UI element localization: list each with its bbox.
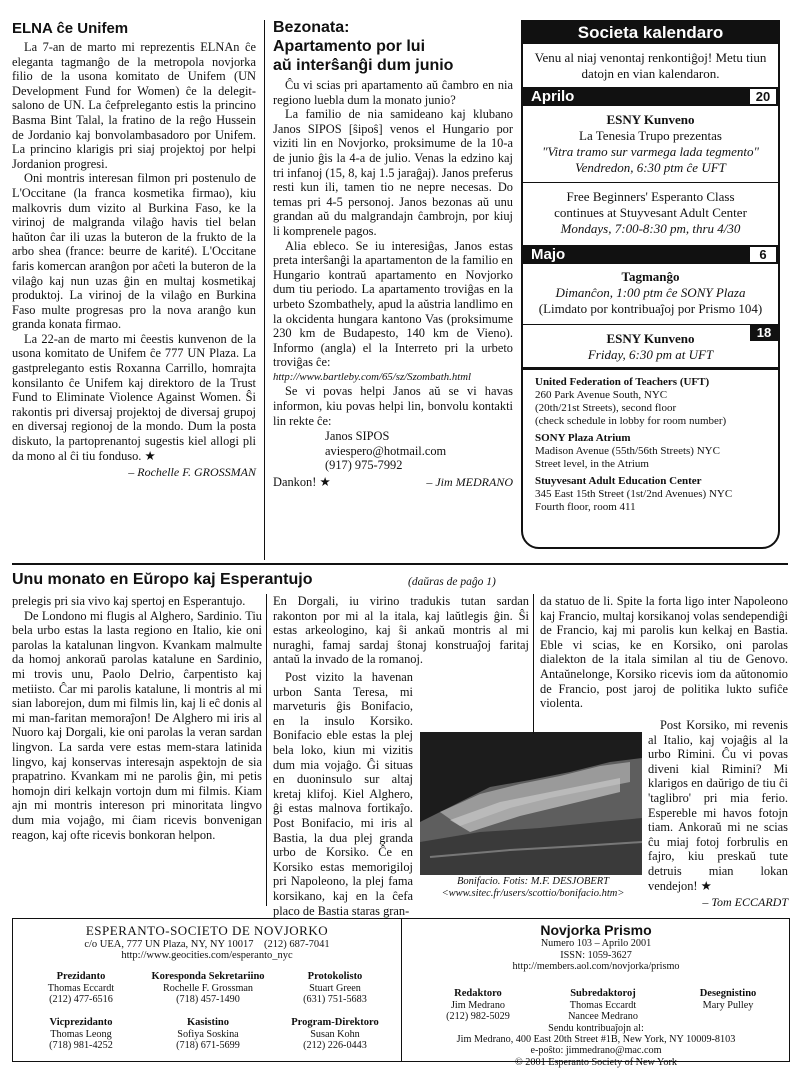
class-line2: continues at Stuyvesant Adult Center (554, 205, 747, 220)
society-phone: (212) 687-7041 (264, 939, 330, 950)
officer-role: Prezidanto (56, 971, 106, 982)
may-event2-time: Friday, 6:30 pm at UFT (587, 347, 714, 362)
officer-role: Vicprezidanto (49, 1017, 113, 1028)
april-day: 20 (750, 89, 776, 104)
officer-role: Kasistino (186, 1017, 229, 1028)
april-event (523, 106, 778, 182)
staff-name: Jim Medrano (450, 999, 506, 1011)
april-label: Aprilo (531, 88, 575, 105)
society-address-line (21, 939, 393, 950)
officer (275, 971, 395, 1006)
prismo-web[interactable]: http://members.aol.com/novjorka/prismo (512, 961, 680, 972)
society-name: ESPERANTO-SOCIETO DE NOVJORKO (85, 923, 329, 938)
europe-paragraph: da statuo de li. Spite la forta ligo inter Napoleono kaj Francio, multaj korsikanoj volas sendependiĝi de Francio, kaj mi parolis kun kelkaj en Bastia. Eble vi scias, ke en Korsiko, oni parolas dialekton de la itala similan al tiu de Genovo. Antaŭnelonge, Korsiko ricevis iom da aŭtonomio de Francio, post jaroj de politika lukto sufiĉe violenta. (540, 594, 788, 711)
officer-name: Thomas Eccardt (47, 982, 115, 994)
officer-name: Rochelle F. Grossman (162, 982, 253, 994)
location-name: Stuyvesant Adult Education Center (535, 475, 702, 487)
copyright: © 2001 Esperanto Society of New York (515, 1056, 677, 1068)
may-day2: 18 (750, 325, 778, 341)
officer-name: Thomas Leong (50, 1028, 112, 1040)
bonifacio-photo (420, 732, 642, 875)
location-uft (523, 376, 778, 428)
officer-phone: (718) 457-1490 (176, 994, 240, 1005)
month-may (523, 245, 778, 264)
bezonata-paragraph: Alia ebleco. Se iu interesiĝas, Janos estas preta interŝanĝi la apartamenton de la familio en Hungario kontraŭ apartamento en Novjorko dum tiu periodo. La apartamento troviĝas en la urbeto Szombathely, apud la aŭstria landlimo en la okcidenta hungara kantono Vas (proksimume 230 km de Budapesto, 140 km de Vieno). Informo (angla) el la Interreto pri la urbeto troviĝas ĉe: (273, 238, 513, 370)
officer-phone: (631) 751-5683 (303, 994, 367, 1005)
europe-title: Unu monato en Eŭropo kaj Esperantujo (12, 571, 313, 588)
may-event1-time: Dimanĉon, 1:00 ptm ĉe SONY Plaza (555, 285, 746, 300)
bezonata-paragraph: Se vi povas helpi Janos aŭ se vi havas informon, kiu povas helpi lin, bonvolu kontakti lin rekte ĉe: (273, 384, 513, 428)
officer-role: Korespondа Sekretariino (151, 971, 265, 982)
szombathely-link[interactable]: http://www.bartleby.com/65/sz/Szombath.html (273, 370, 472, 383)
staff-role: Desegnistino (699, 988, 757, 999)
staff-member (538, 988, 668, 1023)
europe-paragraph: De Londono mi flugis al Alghero, Sardinio. Tiu bela urbo estas la lasta regiono en Italio, kie oni parolas la katalunan lingvon. Kvankam malmulte da homoj ankoraŭ parolas katalune en Sardinio, mi trovis unu, Paolo Delrio, ĉarpentisto kaj metiisto. Ĉar mi parolis katalune, li montris al mi sian laborejon, dum mi filmis lin, kaj li eĉ donis al mi man-faritan memoraĵon! De Alghero mi iris al Nuoro kaj Dorgali, kie oni parolas la veran sardan lingvon. La sarda vere estas mem-stara latinida lingvo, kaj konservas interesajn aspektojn de sia prapatrino. Kvankam mi ne parolis ĝin, mi petis homojn diri kelkajn vortojn dum mi filmis. Kiam ajn mi montris intereson pri minoritata lingvo dum mia vojaĝo, mi ĉiam ricevis bonvenigan reagon, kaj ofte ricevis bonkoran helpon. (12, 608, 262, 842)
beginners-class (523, 183, 778, 245)
elna-title: ELNA ĉe Unifem (12, 20, 129, 37)
staff-phone: (212) 982-5029 (446, 1011, 510, 1022)
officer (21, 1017, 141, 1052)
europe-signature: – Tom ECCARDT (702, 895, 788, 910)
europe-column-2-narrow (273, 670, 413, 918)
photo-caption: Bonifacio. Fotis: M.F. DESJOBERT (456, 876, 610, 887)
staff-role: Subredaktoroj (570, 988, 636, 999)
location-line: 345 East 15th Street (1st/2nd Avenues) NYC (535, 488, 733, 500)
contact-name: Janos SIPOS (325, 429, 390, 444)
may-event2 (523, 325, 778, 367)
officer-name: Sofiya Soskina (177, 1028, 239, 1040)
masthead-box (12, 918, 790, 1068)
officer-phone: (718) 671-5699 (176, 1040, 240, 1051)
staff-name: Mary Pulley (702, 999, 754, 1011)
society-address: c/o UEA, 777 UN Plaza, NY, NY 10017 (84, 939, 254, 950)
europe-column-1 (12, 594, 262, 842)
may-day1: 6 (750, 247, 776, 262)
location-line: Fourth floor, room 411 (535, 501, 636, 513)
location-name: SONY Plaza Atrium (535, 432, 631, 444)
staff-name: Nancee Medrano (568, 1011, 638, 1022)
officer (143, 1017, 273, 1052)
prismo-issn: ISSN: 1059-3627 (560, 949, 632, 961)
officer (275, 1017, 395, 1052)
location-line: (check schedule in lobby for room number) (535, 415, 727, 427)
bezonata-title-line3: aŭ interŝanĝi dum junio (273, 57, 454, 74)
elna-paragraph: Oni montris interesan filmon pri postenulo de L'Occitane (la franca kosmetika firmao), kiu malkovris dum vizito al Burkina Faso, ke la virinoj de malgranda vilaĝo havis tiel belan haŭton ĉar ili uzas la buteron de la frukto de la arbo shea (france: beurre de karité). L'Occitane faris komercan aranĝon por aĉeti la buteron de la vilaĝo kaj nun uzas ĝin en multaj kosmetikaj produktoj. La virinoj de la vilaĝo en Burkina Faso multe progresas pro la nova aranĝo kun granda konata firmao. (12, 171, 256, 332)
staff-name: Thomas Eccardt (569, 999, 637, 1011)
send-email[interactable]: e-poŝto: jimmedrano@mac.com (530, 1045, 662, 1057)
officer-name: Susan Kohn (310, 1028, 360, 1040)
thanks-text: Dankon! ★ (273, 475, 331, 490)
prismo-issue: Numero 103 – Aprilo 2001 (540, 938, 652, 949)
may-event1 (523, 264, 778, 324)
society-calendar (521, 20, 780, 549)
europe-continued: (daŭras de paĝo 1) (408, 576, 496, 588)
column-divider (533, 594, 534, 734)
location-sony (523, 432, 778, 471)
location-line: 260 Park Avenue South, NYC (535, 389, 668, 401)
april-event-time: Vendredon, 6:30 ptm ĉe UFT (575, 160, 726, 175)
send-label: Sendu kontribuaĵojn al: (548, 1023, 644, 1034)
bezonata-title-line2: Apartamento por lui (273, 38, 426, 55)
photo-caption-block (420, 876, 646, 900)
calendar-intro: Venu al niaj venontaj renkontiĝoj! Metu tiun datojn en vian kalendaron. (534, 50, 767, 81)
location-name: United Federation of Teachers (UFT) (535, 376, 710, 388)
bezonata-paragraph: Ĉu vi scias pri apartamento aŭ ĉambro en nia regiono luebla dum la monato junio? (273, 78, 513, 107)
meeting-locations (523, 370, 778, 514)
submission-info (405, 1023, 787, 1068)
officer-phone: (212) 477-6516 (49, 994, 113, 1005)
location-line: Street level, in the Atrium (535, 458, 649, 470)
column-divider (266, 594, 267, 906)
staff-role: Redaktoro (454, 988, 502, 999)
bezonata-signature: – Jim MEDRANO (426, 475, 513, 490)
may-event2-title: ESNY Kunveno (606, 331, 695, 346)
location-line: Madison Avenue (55th/56th Streets) NYC (535, 445, 720, 457)
send-address: Jim Medrano, 400 East 20th Street #1B, New York, NY 10009-8103 (456, 1034, 736, 1046)
society-info (21, 923, 393, 961)
contact-phone: (917) 975-7992 (325, 458, 403, 473)
officer-role: Protokolisto (307, 971, 363, 982)
may-label: Majo (531, 246, 566, 263)
elna-paragraph: La 7-an de marto mi reprezentis ELNAn ĉe eleganta tagmanĝo de la metropola novjorka filio de la usona komitato de Unifem (UN Development Fund for Women) ĉe la delegit-salono de UN. La ĉefpreleganto estis la princino Basma Bint Talal, la fratino de la reĝo Hussein de Jordanio kaj bonvolambasadoro por Unifem. La princino klarigis pri siaj projektoj por helpi Jordanion progresi. (12, 40, 256, 171)
class-line1: Free Beginners' Esperanto Class (566, 189, 735, 204)
bezonata-article (273, 78, 513, 490)
elna-paragraph: La 22-an de marto mi ĉeestis kunvenon de la usona komitato de Unifem ĉe 777 UN Plaza. La gastpreleganto estis Roxanna Carrillo, homrajta konsilanto ĉe Unifem kaj direktoro de la Trust Fund to Eliminate Violence Against Women. Ŝi rakontis pri diversaj projektoj de diversaj grupoj en diversaj regionoj de la mondo. Dum la posta diskuto, la partoprenantoj sugestis kiel allogi pli da mono al ĉi tiu fonduso. ★ (12, 331, 256, 463)
officer-role: Program-Direktoro (291, 1017, 379, 1028)
europe-paragraph: prelegis pri sia vivo kaj spertoj en Esperantujo. (12, 594, 246, 608)
contact-email[interactable]: aviespero@hotmail.com (325, 443, 447, 458)
europe-paragraph: En Dorgali, iu virino tradukis tutan sardan rakonton por mi al la itala, kaj laŭtlegis ĝin. Ŝi estas arkeologino, kaj ŝi ankaŭ montris al mi nuraghi, famaj sardaj ŝtonaj konstruaĵoj faritaj antaŭ la invado de la romanoj. (273, 594, 529, 667)
photo-url[interactable]: <www.sitec.fr/users/scottio/bonifacio.htm> (441, 888, 625, 899)
officer-phone: (718) 981-4252 (49, 1040, 113, 1051)
prismo-info (405, 922, 787, 973)
april-event-line: La Tenesia Trupo prezentas (579, 128, 722, 143)
staff-member (673, 988, 783, 1011)
officer-name: Stuart Green (309, 982, 361, 994)
prismo-title: Novjorka Prismo (540, 922, 652, 938)
calendar-title: Societa kalendaro (523, 22, 778, 44)
europe-column-2-top (273, 594, 529, 667)
month-april (523, 87, 778, 106)
april-event-play: "Vitra tramo sur varmega lada tegmento" (542, 144, 759, 159)
europe-column-3-top (540, 594, 788, 711)
officer (143, 971, 273, 1006)
column-divider (264, 20, 265, 560)
location-stuyvesant (523, 475, 778, 514)
may-event1-title: Tagmanĝo (621, 269, 680, 284)
april-event-title: ESNY Kunveno (606, 112, 695, 127)
location-line: (20th/21st Streets), second floor (535, 402, 677, 414)
section-divider (12, 563, 788, 565)
society-web[interactable]: http://www.geocities.com/esperanto_nyc (121, 950, 293, 961)
masthead-divider (401, 919, 402, 1061)
europe-paragraph: Post Korsiko, mi revenis al Italio, kaj vojaĝis al la urbo Rimini. Ĉu vi povas diveni kial Rimini? Mi klarigos en daŭrigo de tiu ĉi 'taglibro' pri mia ferio. Espereble mi havos fotojn tiam. Ankoraŭ mi ne scias ĉu miaj fotoj forbrulis en fajro, kiu preskaŭ tute detruis mian lokan vendejon! ★ (648, 718, 788, 893)
may-event1-note: (Limdato por kontribuaĵoj por Prismo 104) (538, 301, 763, 316)
officer-phone: (212) 226-0443 (303, 1040, 367, 1051)
bezonata-heading (273, 18, 513, 75)
elna-signature: – Rochelle F. GROSSMAN (128, 465, 256, 480)
officer (21, 971, 141, 1006)
europe-column-3-narrow (648, 718, 788, 910)
europe-paragraph: Post vizito la havenan urbon Santa Teresa, mi marveturis ĝis Bonifacio, en la insulo Korsiko. Bonifacio eble estas la plej bela loko, kiun mi vizitis dum mia vojaĝo. Ĝi situas en duoninsulo sur altaj kretaj klifoj. Kiel Alghero, ĝi estas malnova fortikaĵo. Post Bonifacio, mi iris al Bastia, la dua plej granda urbo de Korsiko. Ĉe en Korsiko estas memorigiloj pri Napoleono, la plej fama korsikano, kaj en la ĉefa placo de Bastia staras gran- (273, 670, 413, 918)
elna-article (12, 40, 256, 480)
staff-member (423, 988, 533, 1023)
bonifacio-photo-image (420, 732, 642, 875)
bezonata-paragraph: La familio de nia samideano kaj klubano Janos SIPOS [ŝipoŝ] venos el Hungario por viziti lin en Novjorko, proksimume de la 10-a de junio ĝis la 4-a de julio. Venas la edzino kaj tri infanoj (15, 8, kaj 1.5 jaraĝaj). Janos preferus resti kun ili, tamen tio ne nepre necesas. Do temas pri 4-5 personoj. Janos bezonas aŭ unu grandan aŭ du malgrandajn ĉambrojn, por kiuj li komprenele pagos. (273, 107, 513, 238)
bezonata-title-line1: Bezonata: (273, 19, 350, 36)
contact-block (273, 429, 513, 473)
class-line3: Mondays, 7:00-8:30 pm, thru 4/30 (560, 221, 741, 236)
